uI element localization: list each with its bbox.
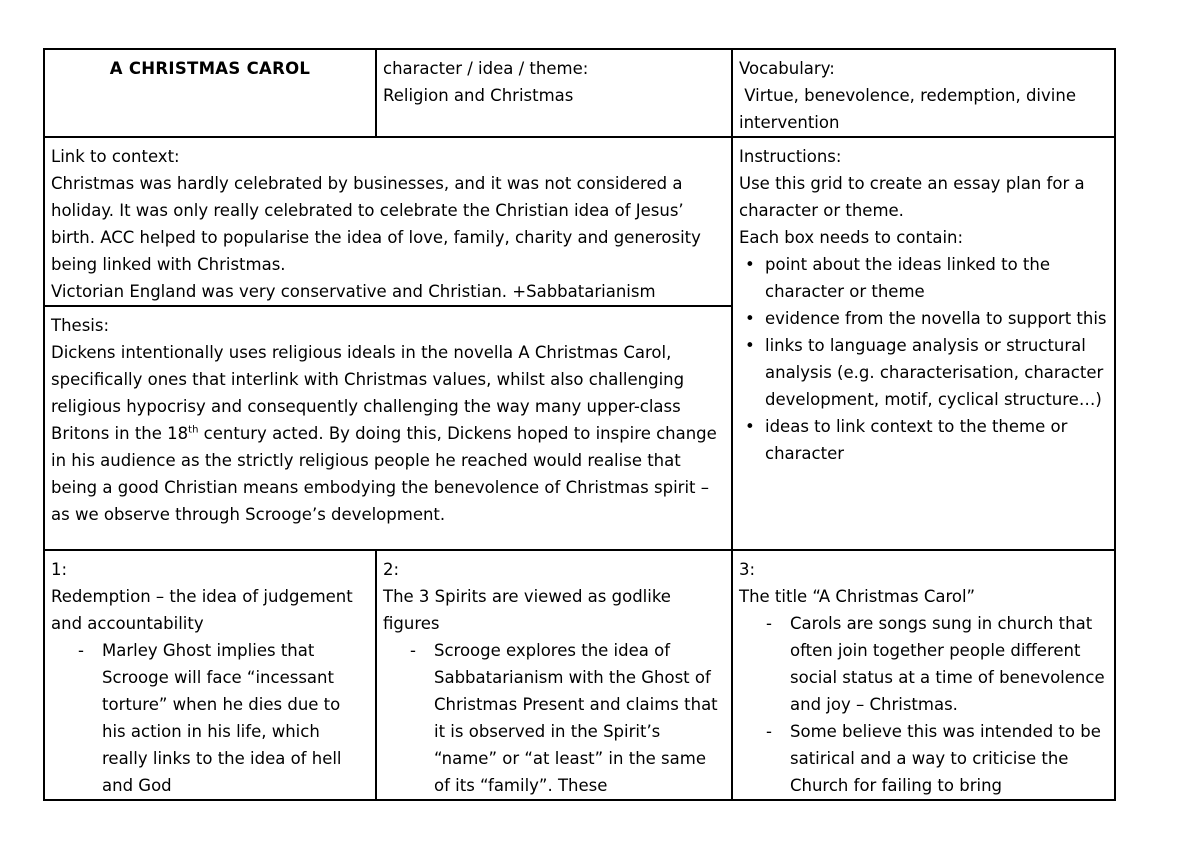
point-bullet: - Marley Ghost implies that Scrooge will face “incessant torture” when he dies due to his action in his life, which really links to the idea of hell and God [102, 637, 369, 799]
point-number: 1: [51, 560, 68, 579]
point-number: 3: [739, 560, 756, 579]
instructions-intro: Use this grid to create an essay plan for a character or theme. [739, 174, 1085, 220]
thesis-label: Thesis: [51, 316, 110, 335]
context-text-2: Victorian England was very conservative and Christian. +Sabbatarianism [51, 282, 656, 301]
essay-plan-grid [43, 48, 1116, 801]
context-label: Link to context: [51, 147, 180, 166]
point-cell-2 [376, 550, 732, 800]
instructions-list [739, 251, 1108, 467]
ordinal-suffix: th [188, 424, 199, 436]
theme-label: character / idea / theme: [383, 59, 589, 78]
point-heading: Redemption – the idea of judgement and accountability [51, 587, 353, 633]
point-bullets [51, 637, 369, 799]
point-bullet: - Scrooge explores the idea of Sabbatarianism with the Ghost of Christmas Present and claims that it is observed in the Spirit’s “name” or “at least” in the same of its “family”. These [434, 637, 725, 799]
instructions-item: • links to language analysis or structural analysis (e.g. characterisation, character development, motif, cyclical structure…) [765, 332, 1108, 413]
thesis-text [51, 339, 725, 528]
instructions-item: • point about the ideas linked to the character or theme [765, 251, 1108, 305]
instructions-intro-2: Each box needs to contain: [739, 228, 964, 247]
instructions-item: • ideas to link context to the theme or character [765, 413, 1108, 467]
context-row [44, 137, 1115, 306]
point-bullet: - Some believe this was intended to be satirical and a way to criticise the Church for failing to bring [790, 718, 1108, 799]
document-title: A CHRISTMAS CAROL [109, 59, 311, 78]
point-heading: The 3 Spirits are viewed as godlike figures [383, 587, 671, 633]
point-bullets [383, 637, 725, 799]
context-text: Christmas was hardly celebrated by businesses, and it was not considered a holiday. It was only really celebrated to celebrate the Christian idea of Jesus’ birth. ACC helped to popularise the idea of love, family, charity and generosity being linked with Christmas. [51, 174, 701, 274]
instructions-label: Instructions: [739, 147, 842, 166]
title-cell [44, 49, 376, 137]
vocabulary-label: Vocabulary: [739, 59, 835, 78]
point-number: 2: [383, 560, 400, 579]
instructions-cell [732, 137, 1115, 550]
vocabulary-cell [732, 49, 1115, 137]
point-heading: The title “A Christmas Carol” [739, 587, 976, 606]
header-row [44, 49, 1115, 137]
instructions-item: • evidence from the novella to support this [765, 305, 1108, 332]
vocabulary-value: Virtue, benevolence, redemption, divine intervention [739, 86, 1082, 132]
points-row [44, 550, 1115, 800]
theme-value: Religion and Christmas [383, 86, 574, 105]
point-bullets [739, 610, 1108, 799]
thesis-text-part-b: century acted. By doing this, Dickens hoped to inspire change in his audience as the strictly religious people he reached would realise that being a good Christian means embodying the benevolence of Christmas spirit – as we observe through Scrooge’s development. [51, 424, 717, 524]
theme-cell [376, 49, 732, 137]
point-bullet: - Carols are songs sung in church that often join together people different social status at a time of benevolence and joy – Christmas. [790, 610, 1108, 718]
thesis-text-part-a: Dickens intentionally uses religious ideals in the novella A Christmas Carol, specifically ones that interlink with Christmas values, whilst also challenging religious hypocrisy and consequently challenging the way many upper-class Britons in the 18 [51, 343, 685, 443]
thesis-cell [44, 306, 732, 550]
point-cell-3 [732, 550, 1115, 800]
context-cell [44, 137, 732, 306]
point-cell-1 [44, 550, 376, 800]
